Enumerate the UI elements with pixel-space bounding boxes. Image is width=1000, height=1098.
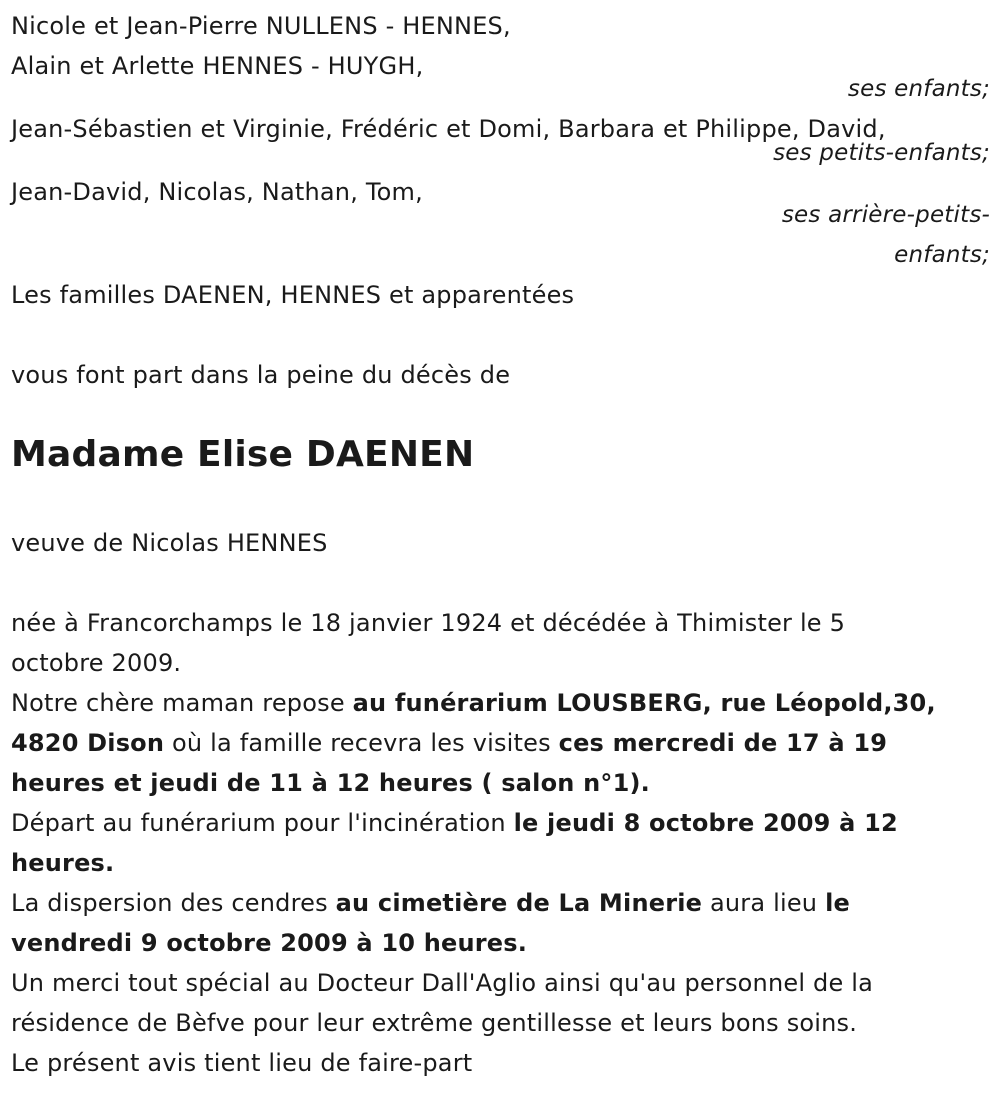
grandchildren-line: Jean-Sébastien et Virginie, Frédéric et Domi, Barbara et Philippe, David, — [11, 115, 886, 143]
depart-date-text: le jeudi 8 octobre 2009 à 12 — [513, 809, 898, 837]
cemetery-text: au cimetière de La Minerie — [335, 889, 703, 917]
depart-date-text-cont: heures. — [11, 849, 115, 877]
funeral-home-text: au funérarium LOUSBERG, rue Léopold,30, — [352, 689, 936, 717]
ashes-line-1 — [11, 888, 850, 918]
great-grandchildren-role-1: ses arrière-petits- — [781, 202, 990, 228]
children-role: ses enfants; — [847, 76, 990, 102]
rest-line-1 — [11, 688, 936, 718]
ashes-date-text: le — [825, 889, 850, 917]
great-grandchildren-role-2: enfants; — [894, 242, 990, 268]
depart-line-1 — [11, 808, 898, 838]
announce-line: vous font part dans la peine du décès de — [11, 361, 511, 389]
visits-text: où la famille recevra les visites — [164, 729, 559, 757]
notice-line: Le présent avis tient lieu de faire-part — [11, 1049, 473, 1077]
great-grandchildren-line: Jean-David, Nicolas, Nathan, Tom, — [11, 178, 423, 206]
depart-line-2 — [11, 848, 114, 878]
depart-text: Départ au funérarium pour l'incinération — [11, 809, 514, 837]
deceased-name: Madame Elise DAENEN — [11, 434, 475, 475]
children-line-2: Alain et Arlette HENNES - HUYGH, — [11, 52, 424, 80]
children-line-1: Nicole et Jean-Pierre NULLENS - HENNES, — [11, 12, 511, 40]
city-text: 4820 Dison — [11, 729, 165, 757]
ashes-text: La dispersion des cendres — [11, 889, 336, 917]
ashes-date-text-cont: vendredi 9 octobre 2009 à 10 heures. — [11, 929, 528, 957]
widow-of-line: veuve de Nicolas HENNES — [11, 529, 328, 557]
families-line: Les familles DAENEN, HENNES et apparentées — [11, 281, 575, 309]
rest-text: Notre chère maman repose — [11, 689, 353, 717]
grandchildren-role: ses petits-enfants; — [773, 140, 990, 166]
birth-death-line-2: octobre 2009. — [11, 649, 182, 677]
birth-death-line-1: née à Francorchamps le 18 janvier 1924 et décédée à Thimister le 5 — [11, 609, 846, 637]
visits-times-text-cont: heures et jeudi de 11 à 12 heures ( salon n°1). — [11, 769, 650, 797]
thanks-line-1: Un merci tout spécial au Docteur Dall'Aglio ainsi qu'au personnel de la — [11, 969, 874, 997]
visits-times-text: ces mercredi de 17 à 19 — [558, 729, 888, 757]
ashes-line-2 — [11, 928, 527, 958]
ashes-will-text: aura lieu — [702, 889, 826, 917]
rest-line-2 — [11, 728, 887, 758]
thanks-line-2: résidence de Bèfve pour leur extrême gentillesse et leurs bons soins. — [11, 1009, 858, 1037]
rest-line-3 — [11, 768, 650, 798]
